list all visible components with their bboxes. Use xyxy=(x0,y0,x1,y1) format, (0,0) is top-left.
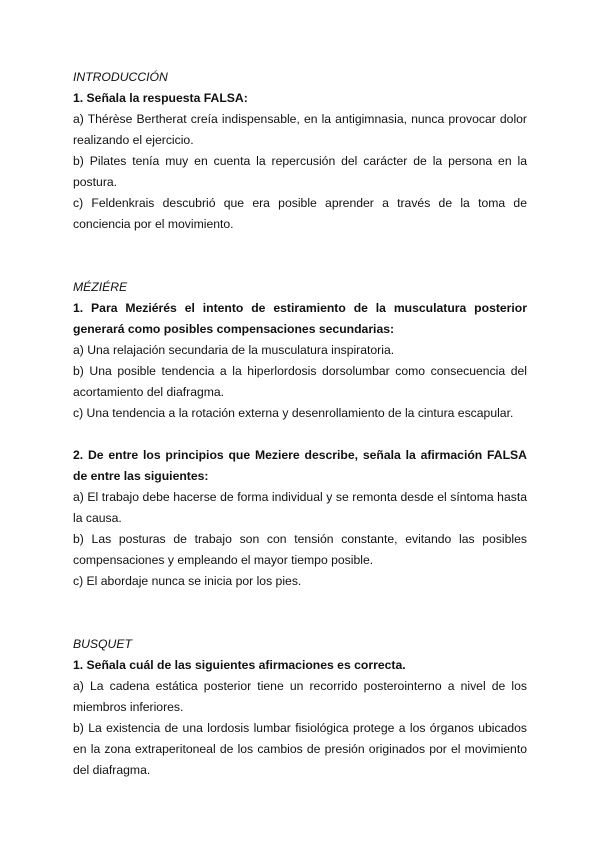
section-title: BUSQUET xyxy=(73,637,132,651)
document-page xyxy=(73,67,527,781)
question-text: 2. De entre los principios que Meziere describe, señala la afirmación FALSA de entre las siguientes: xyxy=(73,448,527,483)
question-block xyxy=(73,655,527,781)
question-text: 1. Señala cuál de las siguientes afirmaciones es correcta. xyxy=(73,658,406,672)
section-spacer xyxy=(73,592,527,634)
answer-option: a) La cadena estática posterior tiene un recorrido posterointerno a nivel de los miembros inferiores. xyxy=(73,679,527,714)
answer-option: c) Una tendencia a la rotación externa y desenrollamiento de la cintura escapular. xyxy=(73,406,514,420)
section-introduccion xyxy=(73,67,527,235)
answer-option: a) El trabajo debe hacerse de forma individual y se remonta desde el síntoma hasta la causa. xyxy=(73,490,527,525)
question-spacer xyxy=(73,424,527,445)
question-block xyxy=(73,88,527,235)
section-spacer xyxy=(73,235,527,277)
section-title: MÉZIÉRE xyxy=(73,280,128,294)
section-title: INTRODUCCIÓN xyxy=(73,70,168,84)
answer-option: b) Pilates tenía muy en cuenta la repercusión del carácter de la persona en la postura. xyxy=(73,154,527,189)
answer-option: a) Thérèse Bertherat creía indispensable, en la antigimnasia, nunca provocar dolor realizando el ejercicio. xyxy=(73,112,527,147)
answer-option: c) Feldenkrais descubrió que era posible aprender a través de la toma de conciencia por el movimiento. xyxy=(73,196,527,231)
answer-option: c) El abordaje nunca se inicia por los pies. xyxy=(73,574,302,588)
section-meziere xyxy=(73,277,527,592)
answer-option: b) Las posturas de trabajo son con tensión constante, evitando las posibles compensaciones y empleando el mayor tiempo posible. xyxy=(73,532,527,567)
answer-option: b) Una posible tendencia a la hiperlordosis dorsolumbar como consecuencia del acortamiento del diafragma. xyxy=(73,364,527,399)
question-block xyxy=(73,445,527,592)
section-busquet xyxy=(73,634,527,781)
answer-option: a) Una relajación secundaria de la musculatura inspiratoria. xyxy=(73,343,395,357)
question-text: 1. Señala la respuesta FALSA: xyxy=(73,91,248,105)
question-text: 1. Para Meziérés el intento de estiramiento de la musculatura posterior generará como posibles compensaciones secundarias: xyxy=(73,301,527,336)
question-block xyxy=(73,298,527,424)
answer-option: b) La existencia de una lordosis lumbar fisiológica protege a los órganos ubicados en la zona extraperitoneal de los cambios de presión originados por el movimiento del diafragma. xyxy=(73,721,527,777)
